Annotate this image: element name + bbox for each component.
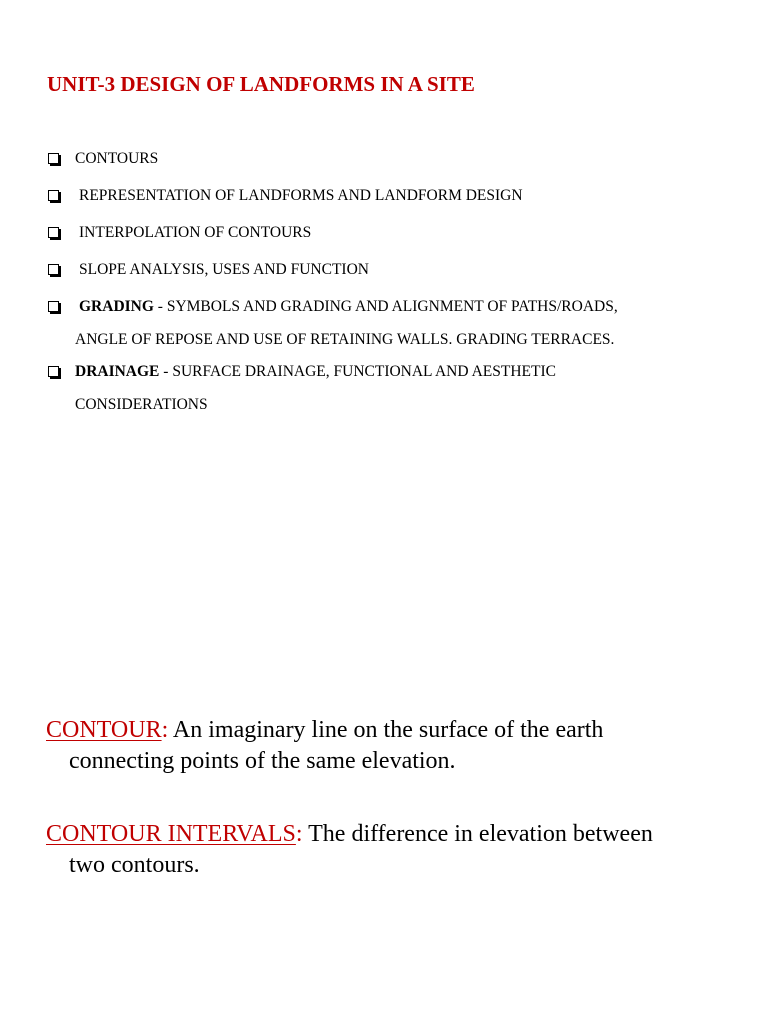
list-item: [47, 296, 737, 351]
checkbox-icon: [48, 366, 59, 377]
topic-text-continued: CONSIDERATIONS: [75, 396, 208, 413]
topic-text: REPRESENTATION OF LANDFORMS AND LANDFORM DESIGN: [79, 187, 523, 204]
checkbox-icon: [48, 264, 59, 275]
definition-contour: [46, 715, 726, 777]
definition-text: An imaginary line on the surface of the earth: [168, 717, 604, 743]
topic-text: INTERPOLATION OF CONTOURS: [79, 224, 312, 241]
list-item: [47, 148, 737, 170]
topic-keyword: GRADING: [79, 298, 154, 315]
list-item: [47, 222, 737, 244]
definition-text: The difference in elevation between: [302, 821, 653, 847]
definition-term: CONTOUR: [46, 717, 162, 743]
checkbox-icon: [48, 227, 59, 238]
definition-colon: :: [161, 717, 169, 743]
topic-text: SLOPE ANALYSIS, USES AND FUNCTION: [79, 261, 369, 278]
definition-term: CONTOUR INTERVALS: [46, 821, 296, 847]
topic-keyword: DRAINAGE: [75, 363, 160, 380]
page-title: UNIT-3 DESIGN OF LANDFORMS IN A SITE: [47, 72, 475, 96]
topic-line: [75, 296, 737, 318]
checkbox-icon: [48, 301, 59, 312]
topic-text: - SURFACE DRAINAGE, FUNCTIONAL AND AESTHETIC: [159, 363, 556, 380]
list-item: [47, 259, 737, 281]
definition-text-continued: two contours.: [69, 852, 200, 878]
topic-list: [47, 148, 737, 426]
checkbox-icon: [48, 190, 59, 201]
topic-text: - SYMBOLS AND GRADING AND ALIGNMENT OF PATHS/ROADS,: [153, 298, 618, 315]
definition-colon: :: [295, 821, 303, 847]
definition-contour-intervals: [46, 819, 726, 881]
list-item: [47, 361, 737, 416]
topic-line: [75, 361, 737, 383]
list-item: [47, 185, 737, 207]
definition-text-continued: connecting points of the same elevation.: [69, 748, 456, 774]
topic-text-continued: ANGLE OF REPOSE AND USE OF RETAINING WALLS. GRADING TERRACES.: [75, 331, 615, 348]
topic-text: CONTOURS: [75, 150, 159, 167]
checkbox-icon: [48, 153, 59, 164]
